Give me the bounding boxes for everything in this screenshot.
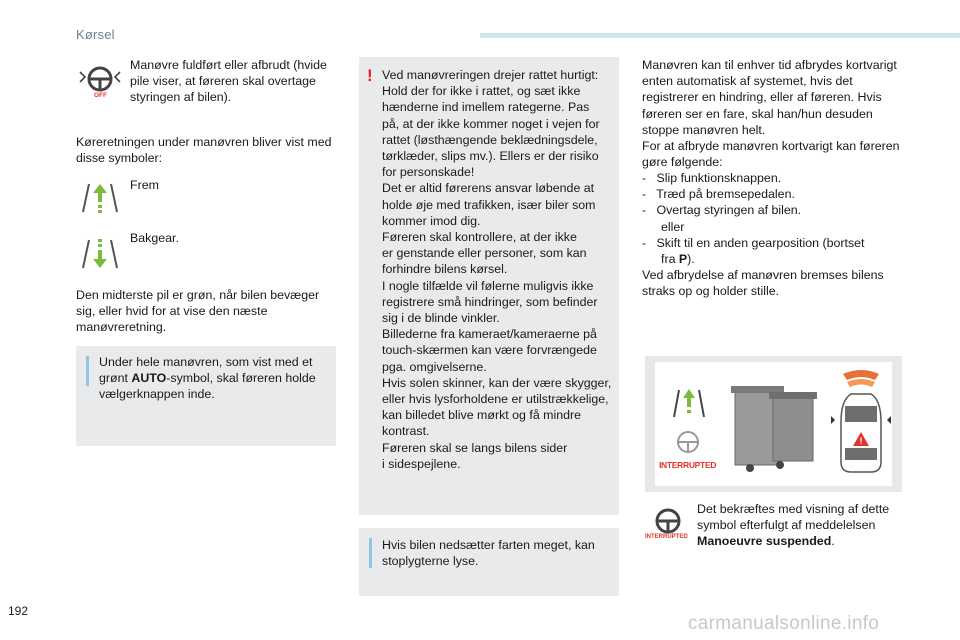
watermark: carmanualsonline.info (688, 613, 880, 634)
small-interrupted-label: INTERRUPTED (645, 534, 688, 540)
off-description: Manøvre fuldført eller afbrudt (hvide pile viser, at føreren skal overtage styringen af bilen). (130, 58, 327, 105)
info-marker (86, 356, 89, 386)
forward-arrow-icon (80, 180, 120, 216)
forward-label: Frem (130, 178, 159, 192)
middle-arrow-text: Den midterste pil er grøn, når bilen bevæger sig, eller hvid for at vise den næste manøvreretning. (76, 288, 320, 335)
list-item: - Overtag styringen af bilen. (642, 203, 802, 218)
brake-light-info-text: Hvis bilen nedsætter farten meget, kan stoplygterne lyse. (382, 538, 595, 569)
list-item: - Slip funktionsknappen. (642, 171, 782, 185)
svg-text:!: ! (859, 436, 863, 446)
interrupted-steering-icon (646, 506, 690, 544)
steering-off-icon (76, 62, 124, 102)
info-marker (369, 538, 372, 568)
confirm-text: Det bekræftes med visning af dette symbol efterfulgt af meddelelsen Manoeuvre suspended. (697, 502, 890, 549)
interrupt-text: Manøvren kan til enhver tid afbrydes kortvarigt enten automatisk af systemet, hvis det registrerer en hindring, eller af føreren. Hvis føreren ser en fare, skal han/hun desuden stoppe manøvren helt. For at afbryde manøvren kortvarigt kan føreren gøre følgende: (642, 58, 900, 170)
list-item: - Træd på bremsepedalen. (642, 187, 795, 202)
warning-text: Ved manøvreringen drejer rattet hurtigt: Hold der for ikke i rattet, og sæt ikke hænderne ind imellem rategerne. Pas på, at der ikke kommer noget i vejen for rattet (løsthængende beklædningsdele, tørklæder, slips mv.). Ellers er der risiko for personskade! Det er altid førerens ansvar løbende at holde øje med trafikken, især biler som kommer imod dig. Føreren skal kontrollere, at der ikke er genstande eller personer, som kan forhindre bilens kørsel. I nogle tilfælde vil følerne muligvis ikke registrere små hindringer, som befinder sig i de blinde vinkler. Billederne fra kameraet/kameraerne på touch-skærmen kan være forvrængede pga. omgivelserne. Hvis solen skinner, kan der være skygger, eller hvis lysforholdene er utilstrækkelige, kan billedet blive mørkt og få mindre kontrast. Føreren skal se langs bilens sider i sidespejlene. (382, 68, 612, 471)
interrupted-illustration (645, 356, 902, 492)
page-number: 192 (8, 604, 29, 618)
warning-mark: ! (367, 66, 373, 85)
direction-intro: Køreretningen under manøvren bliver vist med disse symboler: (76, 135, 332, 166)
auto-info-text: Under hele manøvren, som vist med et grønt AUTO-symbol, skal føreren holde vælgerknappen inde. (99, 355, 316, 402)
after-interrupt-text: Ved afbrydelse af manøvren bremses bilens straks op og holder stille. (642, 268, 884, 299)
header-bar (480, 33, 960, 38)
interrupt-list: - Slip funktionsknappen. - Træd på bremsepedalen. - Overtag styringen af bilen. eller - Skift til en anden gearposition (bortset fra P). (642, 171, 865, 267)
illustration-interrupted-label: INTERRUPTED (659, 460, 717, 470)
section-title: Kørsel (76, 27, 115, 42)
list-item: - Skift til en anden gearposition (bortset (642, 235, 865, 250)
reverse-arrow-icon (80, 236, 120, 272)
off-label: OFF (94, 92, 107, 99)
reverse-label: Bakgear. (130, 231, 179, 245)
